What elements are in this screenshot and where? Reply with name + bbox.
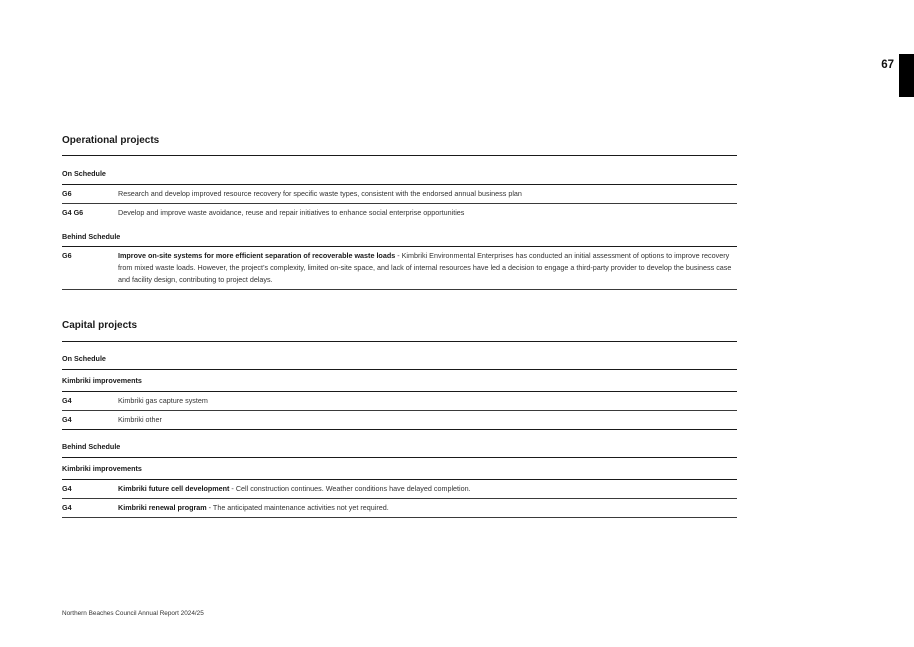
capital-projects-section: [62, 320, 737, 518]
divider: [62, 184, 737, 185]
table-row: [62, 502, 737, 514]
group-heading: Kimbriki improvements: [62, 376, 142, 385]
goal-code: G4 G6: [62, 208, 84, 217]
page-number: 67: [881, 59, 894, 71]
page-edge-tab: [899, 54, 914, 97]
table-row: [62, 207, 737, 219]
behind-schedule-heading: Behind Schedule: [62, 232, 121, 241]
table-row: [62, 188, 737, 200]
divider: [62, 289, 737, 290]
on-schedule-heading: On Schedule: [62, 169, 106, 178]
project-status-note: - The anticipated maintenance activities not yet required.: [206, 503, 389, 512]
divider: [62, 391, 737, 392]
goal-code: G6: [62, 251, 72, 260]
divider: [62, 369, 737, 370]
divider: [62, 203, 737, 204]
project-name: Kimbriki renewal program: [118, 503, 207, 512]
group-heading: Kimbriki improvements: [62, 464, 142, 473]
table-row: [62, 483, 737, 495]
project-description: Research and develop improved resource recovery for specific waste types, consistent with the endorsed annual business plan: [118, 189, 522, 198]
project-description: [118, 502, 737, 514]
goal-code: G4: [62, 396, 72, 405]
divider: [62, 479, 737, 480]
table-row: [62, 395, 737, 407]
divider: [62, 410, 737, 411]
divider: [62, 457, 737, 458]
project-status-note: - Kimbriki Environmental Enterprises has conducted an initial assessment of options to improve recovery from mixed waste loads. However, the project’s complexity, limited on-site space, and lack of internal resources have led a decision to engage a third-party provider to develop the business case and facility design, contributing to project delays.: [118, 251, 732, 284]
capital-projects-title: Capital projects: [62, 320, 138, 331]
project-status-note: - Cell construction continues. Weather conditions have delayed completion.: [229, 484, 471, 493]
goal-code: G4: [62, 484, 72, 493]
project-description: Kimbriki gas capture system: [118, 396, 208, 405]
divider: [62, 246, 737, 247]
behind-schedule-heading: Behind Schedule: [62, 442, 121, 451]
operational-projects-section: [62, 135, 737, 290]
divider: [62, 517, 737, 518]
project-name: Improve on-site systems for more efficient separation of recoverable waste loads: [118, 251, 396, 260]
goal-code: G4: [62, 503, 72, 512]
on-schedule-heading: On Schedule: [62, 354, 106, 363]
project-description: Kimbriki other: [118, 415, 162, 424]
divider: [62, 155, 737, 156]
divider: [62, 341, 737, 342]
project-description: Develop and improve waste avoidance, reuse and repair initiatives to enhance social enterprise opportunities: [118, 208, 465, 217]
project-name: Kimbriki future cell development: [118, 484, 230, 493]
project-description: [118, 483, 737, 495]
table-row: [62, 414, 737, 426]
goal-code: G4: [62, 415, 72, 424]
footer-text: Northern Beaches Council Annual Report 2024/25: [62, 610, 204, 617]
divider: [62, 429, 737, 430]
table-row: [62, 250, 737, 286]
project-description: [118, 250, 737, 286]
goal-code: G6: [62, 189, 72, 198]
divider: [62, 498, 737, 499]
operational-projects-title: Operational projects: [62, 135, 160, 146]
